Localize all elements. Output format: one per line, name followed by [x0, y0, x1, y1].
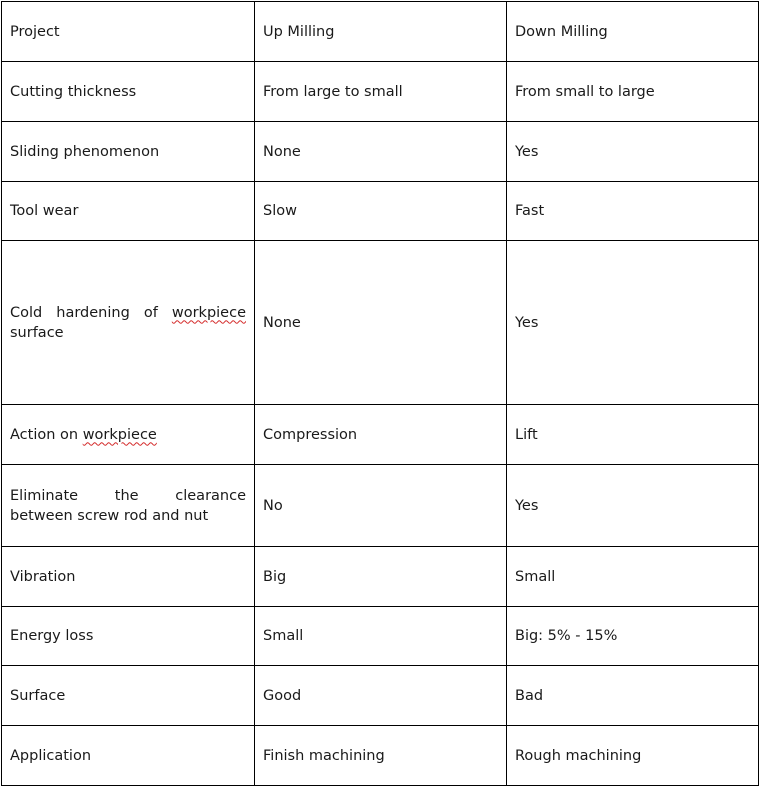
cell-project: Energy loss [2, 607, 255, 666]
table-row [2, 62, 759, 122]
table-row [2, 122, 759, 182]
cell-project: Vibration [2, 547, 255, 607]
header-up-milling: Up Milling [255, 2, 507, 62]
spellcheck-word: workpiece [82, 426, 157, 443]
cell-project [2, 241, 255, 405]
cell-text: Action on [10, 426, 83, 443]
table-row [2, 547, 759, 607]
cell-down: Yes [507, 241, 759, 405]
cell-down: Small [507, 547, 759, 607]
cell-up: From large to small [255, 62, 507, 122]
cell-down: Yes [507, 122, 759, 182]
cell-down: Lift [507, 405, 759, 465]
table-row [2, 405, 759, 465]
table-header-row [2, 2, 759, 62]
table-row [2, 607, 759, 666]
cell-project [2, 405, 255, 465]
cell-text: Cold hardening of [10, 304, 172, 321]
cell-up: Good [255, 666, 507, 726]
cell-project: Application [2, 726, 255, 786]
table-row [2, 182, 759, 241]
table-row [2, 726, 759, 786]
cell-project: Eliminate the clearance between screw rod and nut [2, 465, 255, 547]
cell-down: Bad [507, 666, 759, 726]
cell-project: Sliding phenomenon [2, 122, 255, 182]
header-project: Project [2, 2, 255, 62]
cell-up: Small [255, 607, 507, 666]
table-row [2, 241, 759, 405]
cell-up: None [255, 122, 507, 182]
cell-up: Slow [255, 182, 507, 241]
cell-down: Fast [507, 182, 759, 241]
milling-comparison-table [1, 1, 759, 786]
cell-up: Finish machining [255, 726, 507, 786]
cell-up: No [255, 465, 507, 547]
cell-down: From small to large [507, 62, 759, 122]
cell-project: Cutting thickness [2, 62, 255, 122]
cell-down: Rough machining [507, 726, 759, 786]
spellcheck-word: workpiece [171, 304, 246, 321]
cell-project: Surface [2, 666, 255, 726]
cell-text: surface [10, 324, 64, 341]
cell-down: Yes [507, 465, 759, 547]
cell-up: Big [255, 547, 507, 607]
table-row [2, 465, 759, 547]
table-row [2, 666, 759, 726]
header-down-milling: Down Milling [507, 2, 759, 62]
cell-down: Big: 5% - 15% [507, 607, 759, 666]
cell-project: Tool wear [2, 182, 255, 241]
cell-up: Compression [255, 405, 507, 465]
cell-up: None [255, 241, 507, 405]
